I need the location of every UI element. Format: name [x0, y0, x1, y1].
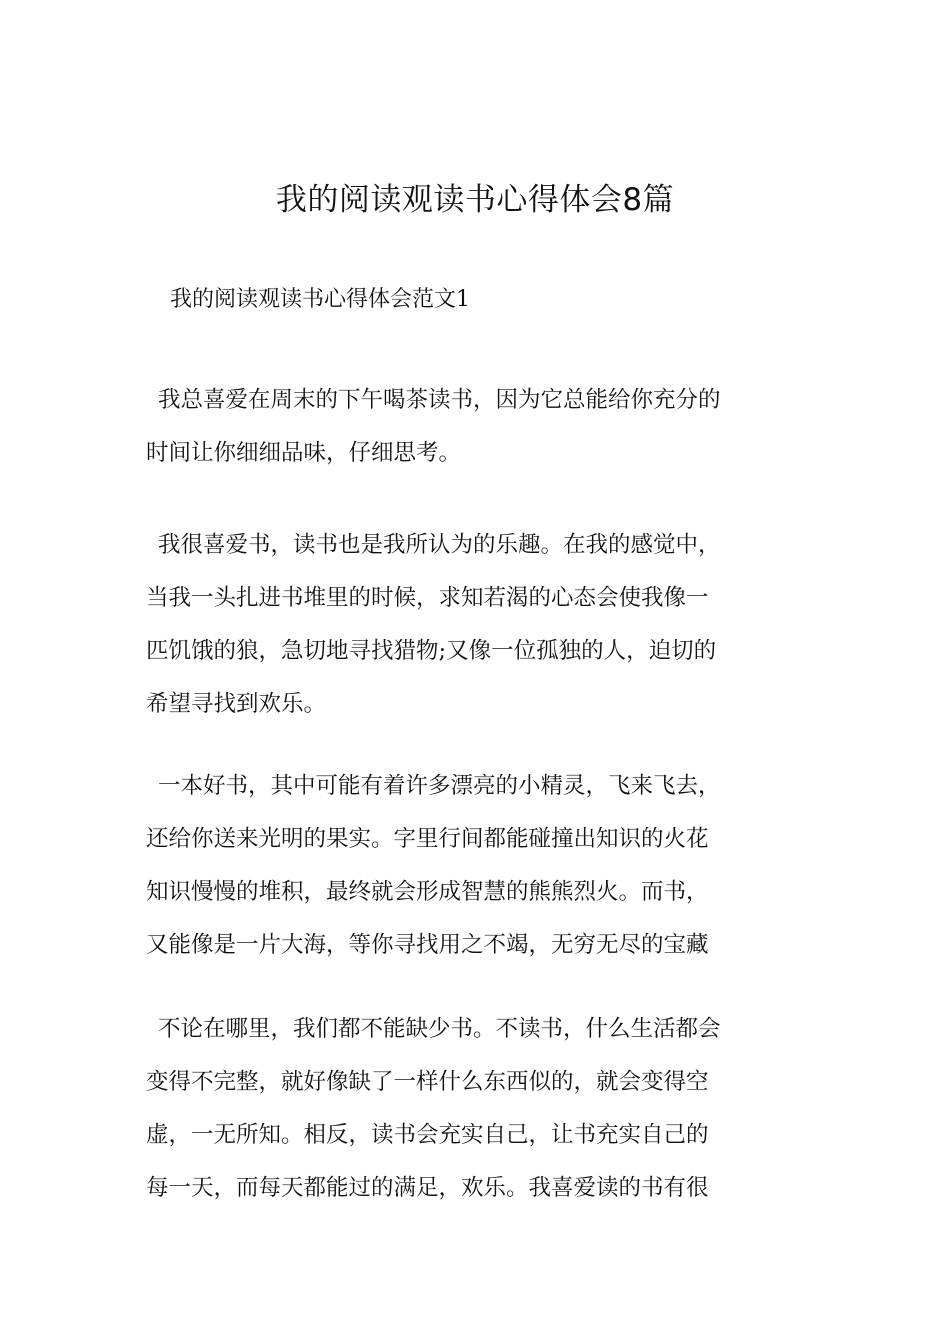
paragraph-line: 时间让你细细品味，仔细思考。 — [146, 440, 462, 466]
paragraph-line: 每一天，而每天都能过的满足，欢乐。我喜爱读的书有很 — [146, 1175, 709, 1201]
section-subtitle: 我的阅读观读书心得体会范文1 — [170, 287, 470, 312]
paragraph-line: 虚，一无所知。相反，读书会充实自己，让书充实自己的 — [146, 1122, 709, 1148]
paragraph-line: 还给你送来光明的果实。字里行间都能碰撞出知识的火花 — [146, 826, 709, 852]
paragraph-line: 又能像是一片大海，等你寻找用之不竭，无穷无尽的宝藏 — [146, 932, 709, 958]
paragraph-line: 我很喜爱书，读书也是我所认为的乐趣。在我的感觉中， — [158, 532, 721, 558]
paragraph-line: 一本好书，其中可能有着许多漂亮的小精灵，飞来飞去， — [158, 773, 721, 799]
paragraph-line: 变得不完整，就好像缺了一样什么东西似的，就会变得空 — [146, 1069, 709, 1095]
paragraph-line: 当我一头扎进书堆里的时候，求知若渴的心态会使我像一 — [146, 585, 709, 611]
paragraph-4 — [146, 1003, 810, 1215]
paragraph-3 — [146, 760, 810, 972]
paragraph-line: 匹饥饿的狼，急切地寻找猎物;又像一位孤独的人，迫切的 — [146, 638, 717, 664]
paragraph-1 — [146, 374, 810, 480]
paragraph-2 — [146, 519, 810, 731]
document-title: 我的阅读观读书心得体会8篇 — [275, 182, 675, 218]
paragraph-line: 知识慢慢的堆积，最终就会形成智慧的熊熊烈火。而书， — [146, 879, 709, 905]
paragraph-line: 不论在哪里，我们都不能缺少书。不读书，什么生活都会 — [158, 1016, 721, 1042]
paragraph-line: 我总喜爱在周末的下午喝茶读书，因为它总能给你充分的 — [158, 387, 721, 413]
paragraph-line: 希望寻找到欢乐。 — [146, 691, 327, 717]
